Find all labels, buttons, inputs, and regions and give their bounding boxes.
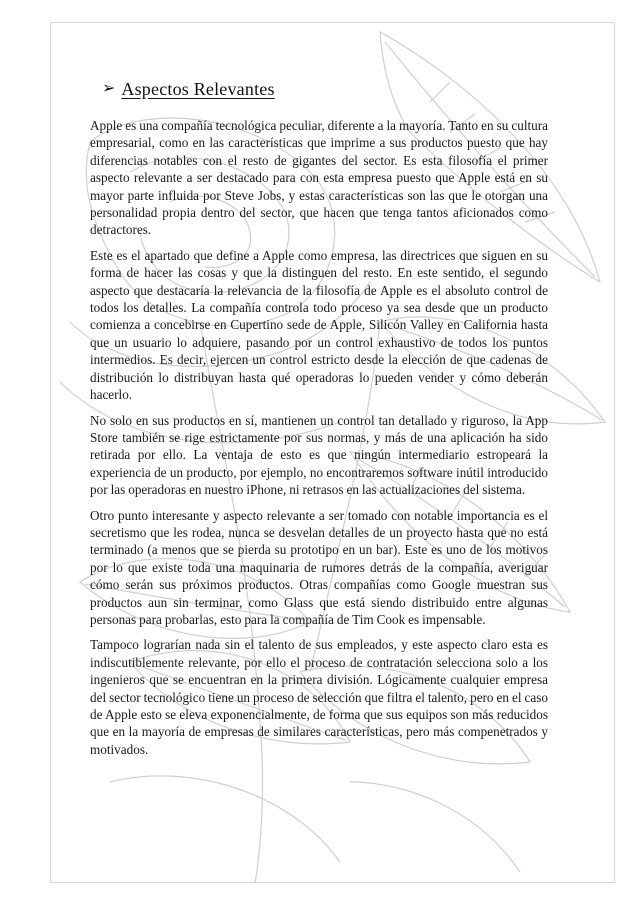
arrow-bullet-icon: ➢	[102, 80, 116, 97]
paragraph-4: Otro punto interesante y aspecto relevante a ser tomado con notable importancia es el secretismo que les rodea, nunca se desvelan detalles de un proyecto hasta que no está terminado (a menos que se pierda su prototipo en un bar). Este es uno de los motivos por lo que existe toda una maquinaria de rumores detrás de la compañía, averiguar cómo serán sus próximos productos. Otras compañías como Google muestran sus productos aun sin terminar, como Glass que está siendo distribuido entre algunas personas para probarlas, esto para la compañía de Tim Cook es impensable.	[90, 507, 548, 627]
section-title: Aspectos Relevantes	[121, 78, 275, 99]
document-body	[90, 75, 548, 766]
paragraph-2: Este es el apartado que define a Apple como empresa, las directrices que siguen en su forma de hacer las cosas y que la distinguen del resto. En este sentido, el segundo aspecto que destacaría la relevancia de la filosofía de Apple es el absoluto control de todos los detalles. La compañía controla todo proceso ya sea desde que un producto comienza a concebirse en Cupertino sede de Apple, Silicón Valley en California hasta que un usuario lo adquiere, pasando por un control exhaustivo de todos los puntos intermedios. Es decir, ejercen un control estricto desde la elección de que cadenas de distribución lo distribuyan hasta qué operadoras lo pueden vender y cómo deberán hacerlo.	[90, 247, 548, 403]
section-heading	[102, 75, 548, 103]
paragraph-1: Apple es una compañía tecnológica peculiar, diferente a la mayoría. Tanto en su cultura empresarial, como en las características que imprime a sus productos puesto que hay diferencias notables con el resto de gigantes del sector. Es esta filosofía el primer aspecto relevante a ser destacado para con esta empresa puesto que Apple está en su mayor parte influida por Steve Jobs, y estas características son las que le otorgan una personalidad propia dentro del sector, que hacen que tenga tantos aficionados como detractores.	[90, 118, 548, 238]
paragraph-5: Tampoco lograrían nada sin el talento de sus empleados, y este aspecto claro esta es indiscutiblemente relevante, por ello el proceso de contratación selecciona solo a los ingenieros que se encuentran en la primera división. Lógicamente cualquier empresa del sector tecnológico tiene un proceso de selección que filtra el talento, pero en el caso de Apple esto se eleva exponencialmente, de forma que sus equipos son más reducidos que en la mayoría de empresas de similares características, pero más compenetrados y motivados.	[90, 637, 548, 757]
paragraph-3: No solo en sus productos en sí, mantienen un control tan detallado y riguroso, la App Store también se rige estrictamente por sus normas, y más de una aplicación ha sido retirada por ello. La ventaja de esto es que ningún intermediario estropeará la experiencia de un producto, por ejemplo, no encontraremos software inútil introducido por las operadoras en nuestro iPhone, ni retrasos en las actualizaciones del sistema.	[90, 412, 548, 498]
